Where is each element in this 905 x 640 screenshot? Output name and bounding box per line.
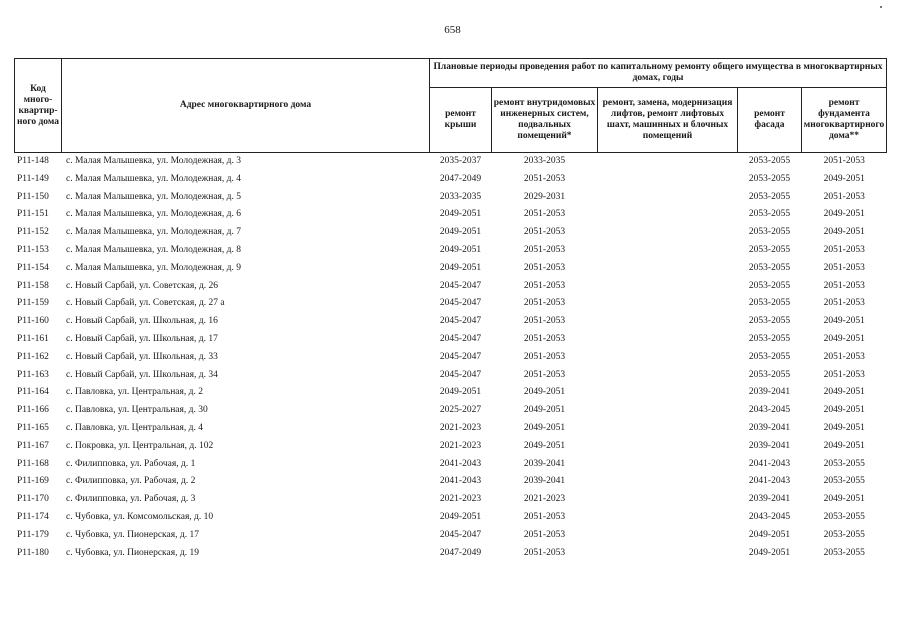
cell-code: Р11-152 xyxy=(17,227,49,238)
cell-lifts xyxy=(598,545,738,563)
table-row xyxy=(15,384,887,402)
cell-address: с. Павловка, ул. Центральная, д. 2 xyxy=(66,387,203,398)
cell-address: с. Чубовка, ул. Пионерская, д. 19 xyxy=(66,547,199,558)
cell-lifts xyxy=(598,420,738,438)
cell-systems: 2051-2053 xyxy=(523,280,566,291)
cell-facade: 2053-2055 xyxy=(748,191,791,202)
cell-roof: 2047-2049 xyxy=(439,547,482,558)
cell-code: Р11-164 xyxy=(17,387,49,398)
cell-address: с. Филипповка, ул. Рабочая, д. 1 xyxy=(66,458,196,469)
cell-systems: 2049-2051 xyxy=(523,422,566,433)
table-row xyxy=(15,509,887,527)
cell-lifts xyxy=(598,295,738,313)
cell-facade: 2049-2051 xyxy=(748,547,791,558)
cell-code: Р11-170 xyxy=(17,494,49,505)
cell-roof: 2045-2047 xyxy=(439,333,482,344)
cell-code: Р11-163 xyxy=(17,369,49,380)
cell-roof: 2021-2023 xyxy=(439,422,482,433)
table-row xyxy=(15,224,887,242)
cell-code: Р11-158 xyxy=(17,280,49,291)
cell-roof: 2021-2023 xyxy=(439,494,482,505)
table-row xyxy=(15,420,887,438)
cell-systems: 2051-2053 xyxy=(523,244,566,255)
table-body xyxy=(15,153,887,563)
cell-roof: 2049-2051 xyxy=(439,262,482,273)
cell-address: с. Малая Малышевка, ул. Молодежная, д. 6 xyxy=(66,209,241,220)
cell-foundation: 2049-2051 xyxy=(823,173,865,184)
table-row xyxy=(15,278,887,296)
cell-facade: 2053-2055 xyxy=(738,153,802,171)
cell-roof: 2045-2047 xyxy=(439,529,482,540)
cell-address: с. Павловка, ул. Центральная, д. 4 xyxy=(66,422,203,433)
cell-systems: 2049-2051 xyxy=(523,440,566,451)
cell-code: Р11-168 xyxy=(17,458,49,469)
cell-facade: 2043-2045 xyxy=(748,405,791,416)
cell-lifts xyxy=(598,456,738,474)
header-group: Плановые периоды проведения работ по капитальному ремонту общего имущества в многоквартирных домах, годы xyxy=(430,59,887,88)
table-row xyxy=(15,331,887,349)
cell-address: с. Малая Малышевка, ул. Молодежная, д. 3 xyxy=(62,153,430,171)
cell-address: с. Покровка, ул. Центральная, д. 102 xyxy=(66,440,214,451)
cell-lifts xyxy=(598,206,738,224)
cell-address: с. Малая Малышевка, ул. Молодежная, д. 8 xyxy=(66,244,241,255)
cell-facade: 2039-2041 xyxy=(748,387,791,398)
cell-code: Р11-161 xyxy=(17,333,49,344)
cell-address: с. Чубовка, ул. Комсомольская, д. 10 xyxy=(66,511,214,522)
cell-address: с. Новый Сарбай, ул. Школьная, д. 17 xyxy=(66,333,218,344)
cell-lifts xyxy=(598,331,738,349)
cell-systems: 2051-2053 xyxy=(523,547,566,558)
table-row xyxy=(15,367,887,385)
cell-systems: 2051-2053 xyxy=(523,298,566,309)
cell-systems: 2051-2053 xyxy=(523,369,566,380)
cell-address: с. Павловка, ул. Центральная, д. 30 xyxy=(66,405,208,416)
cell-systems: 2051-2053 xyxy=(523,316,566,327)
cell-foundation: 2053-2055 xyxy=(823,476,865,487)
cell-foundation: 2051-2053 xyxy=(823,280,865,291)
cell-facade: 2053-2055 xyxy=(748,316,791,327)
table-row xyxy=(15,349,887,367)
cell-address: с. Новый Сарбай, ул. Школьная, д. 34 xyxy=(66,369,218,380)
cell-address: с. Новый Сарбай, ул. Школьная, д. 16 xyxy=(66,316,218,327)
cell-code: Р11-148 xyxy=(15,153,62,171)
cell-roof: 2049-2051 xyxy=(439,387,482,398)
cell-address: с. Чубовка, ул. Пионерская, д. 17 xyxy=(66,529,199,540)
header-roof: ремонт крыши xyxy=(430,88,492,153)
cell-code: Р11-162 xyxy=(17,351,49,362)
cell-facade: 2053-2055 xyxy=(748,173,791,184)
cell-lifts xyxy=(598,438,738,456)
cell-systems: 2039-2041 xyxy=(523,476,566,487)
cell-address: с. Малая Малышевка, ул. Молодежная, д. 7 xyxy=(66,227,241,238)
scan-speck xyxy=(880,6,882,8)
cell-foundation: 2049-2051 xyxy=(823,440,865,451)
cell-lifts xyxy=(598,189,738,207)
cell-facade: 2041-2043 xyxy=(748,458,791,469)
cell-code: Р11-159 xyxy=(17,298,49,309)
cell-foundation: 2051-2053 xyxy=(823,244,865,255)
header-systems: ремонт внутридомовых инженерных систем, подвальных помещений* xyxy=(492,88,598,153)
table-row xyxy=(15,206,887,224)
cell-foundation: 2053-2055 xyxy=(823,529,865,540)
cell-systems: 2051-2053 xyxy=(523,209,566,220)
cell-systems: 2033-2035 xyxy=(492,153,598,171)
cell-roof: 2041-2043 xyxy=(439,476,482,487)
table-row xyxy=(15,545,887,563)
cell-address: с. Малая Малышевка, ул. Молодежная, д. 5 xyxy=(66,191,241,202)
cell-code: Р11-180 xyxy=(17,547,49,558)
cell-systems: 2051-2053 xyxy=(523,511,566,522)
cell-address: с. Малая Малышевка, ул. Молодежная, д. 9 xyxy=(66,262,241,273)
header-lifts: ремонт, замена, модернизация лифтов, ремонт лифтовых шахт, машинных и блочных помещений xyxy=(598,88,738,153)
cell-foundation: 2051-2053 xyxy=(823,298,865,309)
cell-systems: 2051-2053 xyxy=(523,173,566,184)
cell-roof: 2047-2049 xyxy=(439,173,482,184)
cell-foundation: 2049-2051 xyxy=(823,227,865,238)
cell-systems: 2049-2051 xyxy=(523,405,566,416)
cell-roof: 2021-2023 xyxy=(439,440,482,451)
cell-roof: 2025-2027 xyxy=(439,405,482,416)
cell-code: Р11-174 xyxy=(17,511,49,522)
cell-lifts xyxy=(598,527,738,545)
cell-facade: 2039-2041 xyxy=(748,440,791,451)
cell-foundation: 2049-2051 xyxy=(823,316,865,327)
cell-lifts xyxy=(598,402,738,420)
cell-foundation: 2049-2051 xyxy=(823,405,865,416)
cell-facade: 2039-2041 xyxy=(748,422,791,433)
cell-lifts xyxy=(598,171,738,189)
cell-facade: 2049-2051 xyxy=(748,529,791,540)
table-row xyxy=(15,171,887,189)
cell-address: с. Малая Малышевка, ул. Молодежная, д. 4 xyxy=(66,173,241,184)
cell-address: с. Филипповка, ул. Рабочая, д. 3 xyxy=(66,494,196,505)
cell-facade: 2053-2055 xyxy=(748,244,791,255)
cell-address: с. Новый Сарбай, ул. Советская, д. 27 а xyxy=(66,298,225,309)
cell-code: Р11-160 xyxy=(17,316,49,327)
table-row xyxy=(15,313,887,331)
cell-lifts xyxy=(598,367,738,385)
cell-roof: 2041-2043 xyxy=(439,458,482,469)
cell-roof: 2045-2047 xyxy=(439,351,482,362)
header-address: Адрес многоквартирного дома xyxy=(62,59,430,153)
cell-foundation: 2051-2053 xyxy=(823,191,865,202)
table-row xyxy=(15,491,887,509)
cell-foundation: 2049-2051 xyxy=(823,333,865,344)
cell-facade: 2053-2055 xyxy=(748,333,791,344)
cell-lifts xyxy=(598,349,738,367)
cell-lifts xyxy=(598,260,738,278)
cell-foundation: 2049-2051 xyxy=(823,494,865,505)
cell-code: Р11-149 xyxy=(17,173,49,184)
cell-roof: 2049-2051 xyxy=(439,227,482,238)
cell-facade: 2053-2055 xyxy=(748,227,791,238)
cell-foundation: 2051-2053 xyxy=(823,369,865,380)
header-code: Код много-квартир-ного дома xyxy=(15,59,62,153)
cell-roof: 2045-2047 xyxy=(439,280,482,291)
cell-facade: 2053-2055 xyxy=(748,209,791,220)
cell-systems: 2021-2023 xyxy=(523,494,566,505)
cell-address: с. Филипповка, ул. Рабочая, д. 2 xyxy=(66,476,196,487)
cell-foundation: 2051-2053 xyxy=(802,153,887,171)
cell-lifts xyxy=(598,491,738,509)
cell-lifts xyxy=(598,278,738,296)
cell-systems: 2051-2053 xyxy=(523,227,566,238)
table-row xyxy=(15,189,887,207)
table-row xyxy=(15,473,887,491)
cell-systems: 2051-2053 xyxy=(523,262,566,273)
header-foundation: ремонт фундамента многоквартирного дома** xyxy=(802,88,887,153)
cell-roof: 2033-2035 xyxy=(439,191,482,202)
cell-systems: 2029-2031 xyxy=(523,191,566,202)
cell-roof: 2045-2047 xyxy=(439,369,482,380)
cell-systems: 2039-2041 xyxy=(523,458,566,469)
cell-code: Р11-151 xyxy=(17,209,49,220)
cell-lifts xyxy=(598,224,738,242)
table-row xyxy=(15,260,887,278)
cell-facade: 2053-2055 xyxy=(748,369,791,380)
table-row xyxy=(15,456,887,474)
cell-code: Р11-153 xyxy=(17,244,49,255)
cell-facade: 2053-2055 xyxy=(748,298,791,309)
cell-systems: 2051-2053 xyxy=(523,333,566,344)
repair-schedule-table xyxy=(14,58,887,562)
table-row xyxy=(15,153,887,171)
table-row xyxy=(15,295,887,313)
cell-roof: 2045-2047 xyxy=(439,316,482,327)
page-number: 658 xyxy=(444,24,461,36)
cell-facade: 2043-2045 xyxy=(748,511,791,522)
cell-code: Р11-169 xyxy=(17,476,49,487)
cell-foundation: 2049-2051 xyxy=(823,387,865,398)
cell-code: Р11-179 xyxy=(17,529,49,540)
table-row xyxy=(15,527,887,545)
cell-facade: 2053-2055 xyxy=(748,280,791,291)
cell-roof: 2049-2051 xyxy=(439,244,482,255)
cell-systems: 2049-2051 xyxy=(523,387,566,398)
header-facade: ремонт фасада xyxy=(738,88,802,153)
cell-facade: 2053-2055 xyxy=(748,351,791,362)
cell-facade: 2041-2043 xyxy=(748,476,791,487)
cell-code: Р11-150 xyxy=(17,191,49,202)
cell-address: с. Новый Сарбай, ул. Советская, д. 26 xyxy=(66,280,219,291)
cell-lifts xyxy=(598,384,738,402)
cell-lifts xyxy=(598,313,738,331)
cell-address: с. Новый Сарбай, ул. Школьная, д. 33 xyxy=(66,351,218,362)
cell-foundation: 2049-2051 xyxy=(823,422,865,433)
cell-code: Р11-166 xyxy=(17,405,49,416)
table-row xyxy=(15,438,887,456)
cell-foundation: 2053-2055 xyxy=(823,511,865,522)
cell-lifts xyxy=(598,509,738,527)
cell-systems: 2051-2053 xyxy=(523,529,566,540)
cell-code: Р11-167 xyxy=(17,440,49,451)
cell-lifts xyxy=(598,153,738,171)
cell-lifts xyxy=(598,473,738,491)
cell-code: Р11-165 xyxy=(17,422,49,433)
cell-roof: 2049-2051 xyxy=(439,209,482,220)
cell-foundation: 2051-2053 xyxy=(823,262,865,273)
cell-roof: 2035-2037 xyxy=(430,153,492,171)
table-row xyxy=(15,402,887,420)
cell-foundation: 2051-2053 xyxy=(823,351,865,362)
cell-foundation: 2049-2051 xyxy=(823,209,865,220)
cell-foundation: 2053-2055 xyxy=(823,547,865,558)
cell-foundation: 2053-2055 xyxy=(823,458,865,469)
table-row xyxy=(15,242,887,260)
cell-systems: 2051-2053 xyxy=(523,351,566,362)
cell-roof: 2045-2047 xyxy=(439,298,482,309)
cell-lifts xyxy=(598,242,738,260)
cell-roof: 2049-2051 xyxy=(439,511,482,522)
cell-facade: 2053-2055 xyxy=(748,262,791,273)
cell-code: Р11-154 xyxy=(17,262,49,273)
cell-facade: 2039-2041 xyxy=(748,494,791,505)
